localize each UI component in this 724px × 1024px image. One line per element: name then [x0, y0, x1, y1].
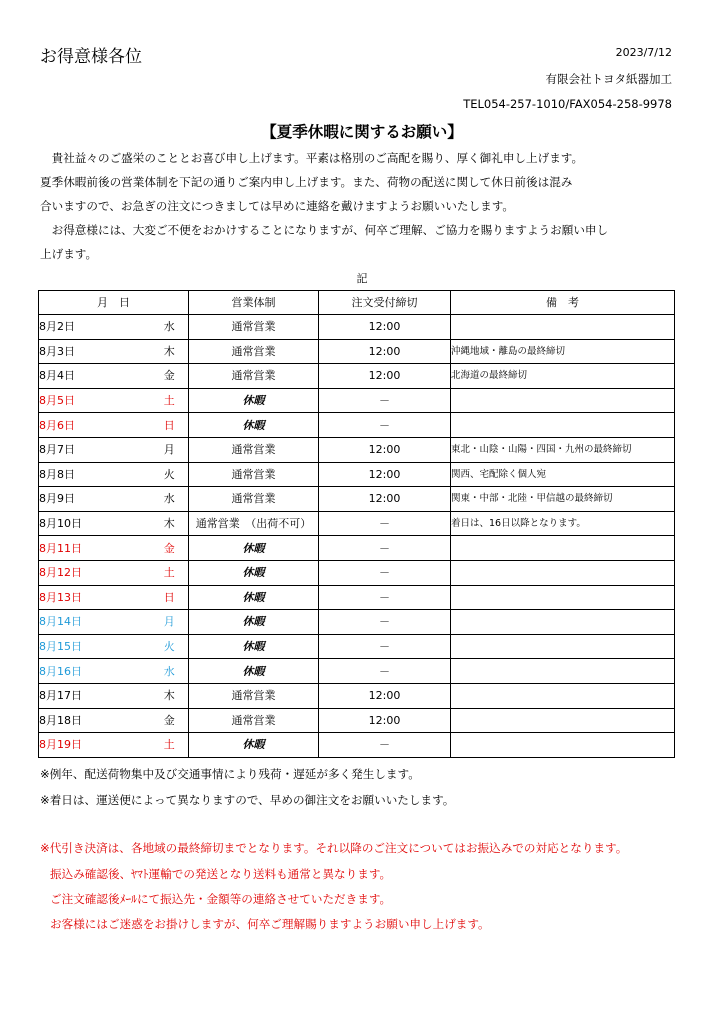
note-cell: 沖縄地域・離島の最終締切	[451, 339, 675, 364]
status-cell: 休暇	[189, 536, 319, 561]
company-name: 有限会社トヨタ紙器加工	[545, 72, 672, 86]
note-cell	[451, 560, 675, 585]
status-cell: 通常営業 （出荷不可）	[189, 511, 319, 536]
table-row	[39, 413, 675, 438]
status-cell: 休暇	[189, 585, 319, 610]
note-cell	[451, 683, 675, 708]
table-row	[39, 585, 675, 610]
body-line: 上げます。	[40, 247, 98, 261]
date-cell: 8月9日	[39, 487, 151, 512]
status-cell: 休暇	[189, 610, 319, 635]
table-row	[39, 388, 675, 413]
table-row	[39, 708, 675, 733]
table-row	[39, 634, 675, 659]
table-body	[39, 315, 675, 758]
note-cell: 関西、宅配除く個人宛	[451, 462, 675, 487]
weekday-cell: 木	[151, 339, 189, 364]
weekday-cell: 月	[151, 610, 189, 635]
addressee: お得意様各位	[40, 47, 142, 67]
red-note-line: お客様にはご迷惑をお掛けしますが、何卒ご理解賜りますようお願い申し上げます。	[50, 917, 490, 931]
weekday-cell: 日	[151, 585, 189, 610]
red-note-line: ご注文確認後ﾒｰﾙにて振込先・金額等の連絡させていただきます。	[50, 892, 392, 906]
weekday-cell: 木	[151, 683, 189, 708]
body-line: 貴社益々のご盛栄のこととお喜び申し上げます。平素は格別のご高配を賜り、厚く御礼申し上げます。	[40, 151, 584, 165]
cutoff-cell: －	[319, 388, 451, 413]
table-row	[39, 560, 675, 585]
cutoff-cell: －	[319, 511, 451, 536]
body-line: 夏季休暇前後の営業体制を下記の通りご案内申し上げます。また、荷物の配送に関して休日前後は混み	[40, 175, 573, 189]
table-header-row	[39, 291, 675, 315]
weekday-cell: 土	[151, 733, 189, 758]
table-row	[39, 487, 675, 512]
weekday-cell: 水	[151, 315, 189, 340]
date-cell: 8月3日	[39, 339, 151, 364]
status-cell: 通常営業	[189, 487, 319, 512]
status-cell: 休暇	[189, 659, 319, 684]
table-row	[39, 339, 675, 364]
weekday-cell: 日	[151, 413, 189, 438]
status-cell: 通常営業	[189, 708, 319, 733]
header-status: 営業体制	[189, 291, 319, 315]
contact-info: TEL054-257-1010/FAX054-258-9978	[463, 97, 672, 111]
note-cell: 着日は、16日以降となります。	[451, 511, 675, 536]
date-cell: 8月7日	[39, 437, 151, 462]
table-row	[39, 315, 675, 340]
cutoff-cell: 12:00	[319, 339, 451, 364]
date-cell: 8月6日	[39, 413, 151, 438]
red-note-line: 振込み確認後、ﾔﾏﾄ運輸での発送となり送料も通常と異なります。	[50, 867, 392, 881]
cutoff-cell: －	[319, 536, 451, 561]
date-cell: 8月2日	[39, 315, 151, 340]
date-cell: 8月5日	[39, 388, 151, 413]
date-cell: 8月17日	[39, 683, 151, 708]
body-line: お得意様には、大変ご不便をおかけすることになりますが、何卒ご理解、ご協力を賜りますようお願い申し	[40, 223, 609, 237]
weekday-cell: 木	[151, 511, 189, 536]
note-line: ※着日は、運送便によって異なりますので、早めの御注文をお願いいたします。	[40, 793, 455, 807]
date-cell: 8月18日	[39, 708, 151, 733]
weekday-cell: 水	[151, 659, 189, 684]
cutoff-cell: －	[319, 634, 451, 659]
table-row	[39, 364, 675, 389]
note-cell	[451, 659, 675, 684]
weekday-cell: 火	[151, 462, 189, 487]
status-cell: 休暇	[189, 560, 319, 585]
cutoff-cell: －	[319, 560, 451, 585]
cutoff-cell: －	[319, 659, 451, 684]
weekday-cell: 土	[151, 388, 189, 413]
status-cell: 通常営業	[189, 364, 319, 389]
status-cell: 休暇	[189, 388, 319, 413]
note-cell	[451, 388, 675, 413]
table-row	[39, 462, 675, 487]
cutoff-cell: 12:00	[319, 315, 451, 340]
ki-heading: 記	[356, 272, 368, 285]
weekday-cell: 火	[151, 634, 189, 659]
table-row	[39, 733, 675, 758]
note-cell	[451, 708, 675, 733]
weekday-cell: 金	[151, 708, 189, 733]
weekday-cell: 金	[151, 364, 189, 389]
date-cell: 8月19日	[39, 733, 151, 758]
date-cell: 8月8日	[39, 462, 151, 487]
cutoff-cell: 12:00	[319, 462, 451, 487]
note-cell	[451, 610, 675, 635]
cutoff-cell: 12:00	[319, 487, 451, 512]
date-cell: 8月12日	[39, 560, 151, 585]
table-row	[39, 536, 675, 561]
status-cell: 通常営業	[189, 437, 319, 462]
date-cell: 8月10日	[39, 511, 151, 536]
weekday-cell: 土	[151, 560, 189, 585]
date-cell: 8月4日	[39, 364, 151, 389]
cutoff-cell: －	[319, 610, 451, 635]
cutoff-cell: 12:00	[319, 437, 451, 462]
table-row	[39, 437, 675, 462]
cutoff-cell: －	[319, 413, 451, 438]
document-date: 2023/7/12	[615, 46, 672, 59]
note-line: ※例年、配送荷物集中及び交通事情により残荷・遅延が多く発生します。	[40, 767, 420, 781]
document-title: 【夏季休暇に関するお願い】	[261, 123, 463, 141]
table-row	[39, 659, 675, 684]
date-cell: 8月16日	[39, 659, 151, 684]
note-cell: 関東・中部・北陸・甲信越の最終締切	[451, 487, 675, 512]
header-cutoff: 注文受付締切	[319, 291, 451, 315]
cutoff-cell: 12:00	[319, 683, 451, 708]
date-cell: 8月14日	[39, 610, 151, 635]
status-cell: 休暇	[189, 413, 319, 438]
weekday-cell: 水	[151, 487, 189, 512]
date-cell: 8月15日	[39, 634, 151, 659]
note-cell	[451, 315, 675, 340]
status-cell: 休暇	[189, 634, 319, 659]
table-row	[39, 610, 675, 635]
status-cell: 通常営業	[189, 315, 319, 340]
header-date: 月 日	[39, 291, 189, 315]
status-cell: 通常営業	[189, 462, 319, 487]
cutoff-cell: －	[319, 733, 451, 758]
cutoff-cell: －	[319, 585, 451, 610]
status-cell: 休暇	[189, 733, 319, 758]
note-cell	[451, 536, 675, 561]
note-cell	[451, 413, 675, 438]
date-cell: 8月11日	[39, 536, 151, 561]
date-cell: 8月13日	[39, 585, 151, 610]
note-cell: 北海道の最終締切	[451, 364, 675, 389]
table-row	[39, 683, 675, 708]
cutoff-cell: 12:00	[319, 364, 451, 389]
status-cell: 通常営業	[189, 339, 319, 364]
schedule-table	[38, 290, 675, 758]
cutoff-cell: 12:00	[319, 708, 451, 733]
red-note-line: ※代引き決済は、各地域の最終締切までとなります。それ以降のご注文についてはお振込みでの対応となります。	[40, 841, 628, 855]
status-cell: 通常営業	[189, 683, 319, 708]
note-cell	[451, 634, 675, 659]
header-note: 備 考	[451, 291, 675, 315]
table-row	[39, 511, 675, 536]
note-cell	[451, 733, 675, 758]
weekday-cell: 月	[151, 437, 189, 462]
note-cell: 東北・山陰・山陽・四国・九州の最終締切	[451, 437, 675, 462]
weekday-cell: 金	[151, 536, 189, 561]
note-cell	[451, 585, 675, 610]
body-line: 合いますので、お急ぎの注文につきましては早めに連絡を戴けますようお願いいたします。	[40, 199, 514, 213]
